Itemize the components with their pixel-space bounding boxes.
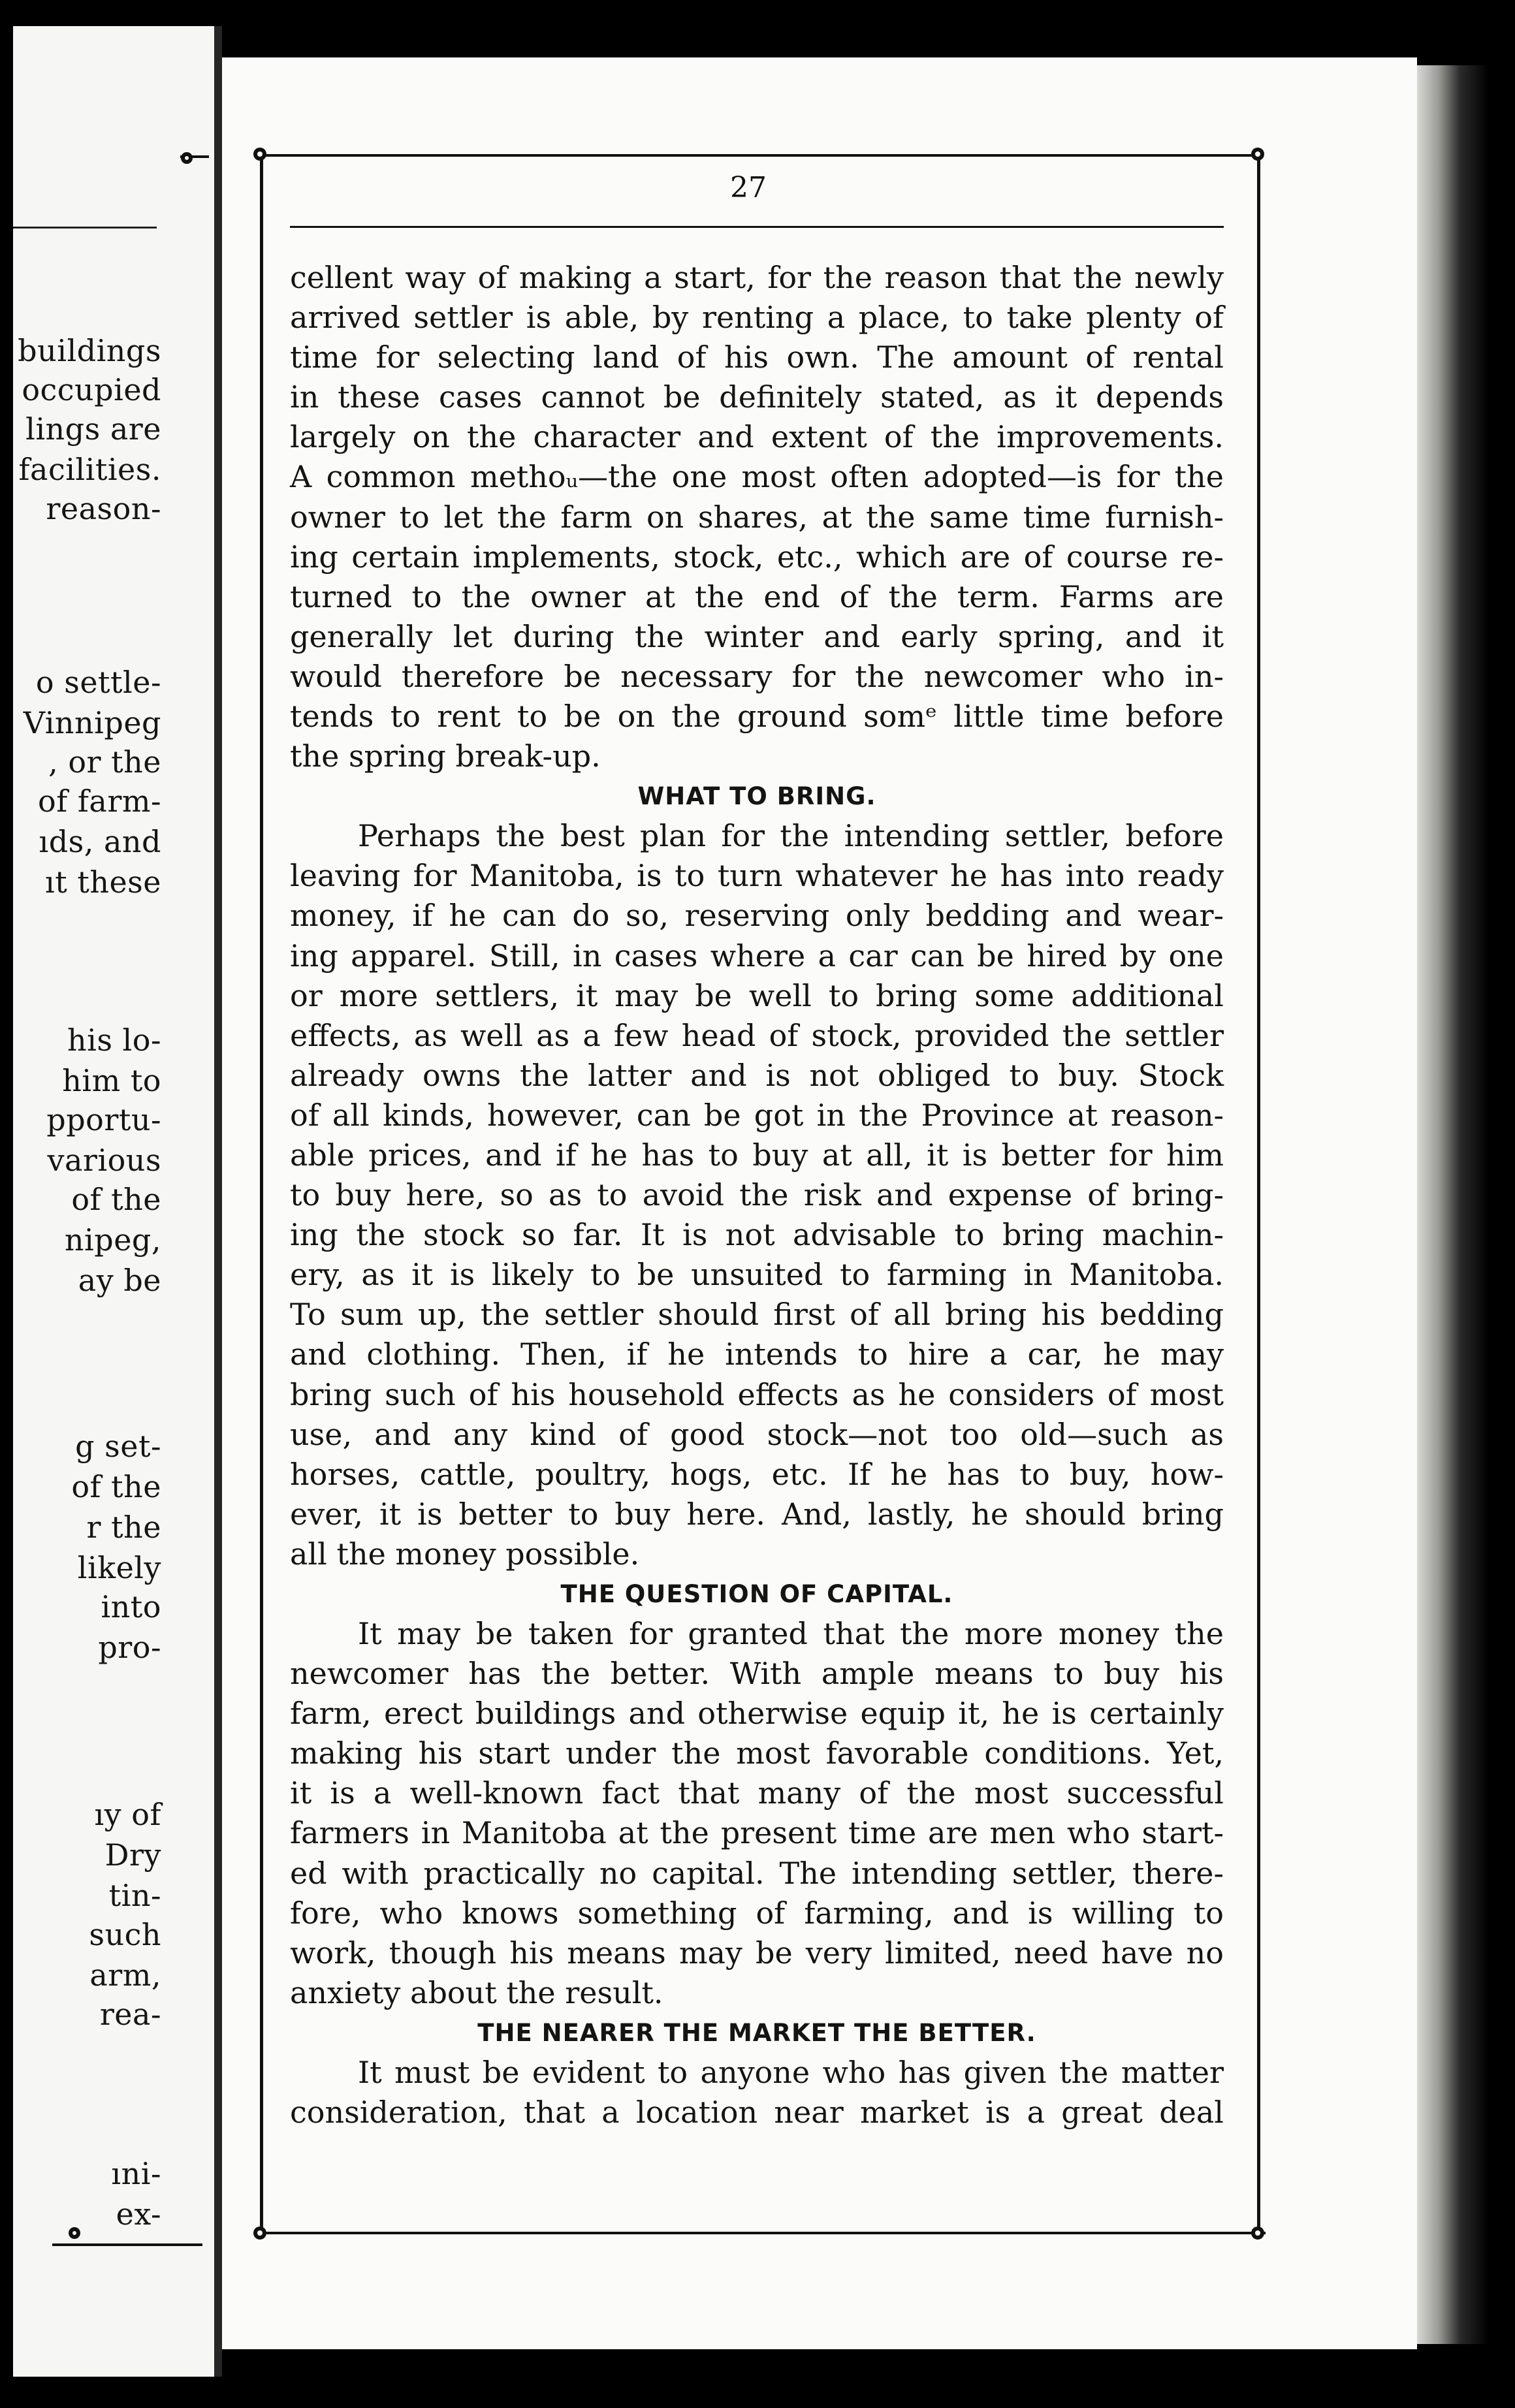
left-fragment: r the [86,1510,161,1545]
text-line: to buy here, so as to avoid the risk and expense of bring- [290,1177,1224,1213]
left-fragment: occupied [22,372,161,407]
left-fragment: of the [71,1469,161,1504]
paragraph-1 [290,258,1224,776]
text-line: use, and any kind of good stock—not too old—such as [290,1416,1224,1452]
left-fragment: pportu- [46,1102,161,1137]
left-fragment: his lo- [67,1022,161,1058]
text-line: ever, it is better to buy here. And, lastly, he should bring [290,1496,1224,1532]
corner-ornament-icon [1249,2224,1267,2242]
text-line: time for selecting land of his own. The amount of rental [290,340,1224,375]
left-fragment: o settle- [35,665,161,700]
page-number: 27 [730,171,767,204]
text-line: It may be taken for granted that the more money the [358,1616,1224,1651]
text-line: farm, erect buildings and otherwise equip it, he is certainly [290,1696,1224,1732]
text-line: farmers in Manitoba at the present time are men who start- [290,1815,1224,1851]
text-line: newcomer has the better. With ample means to buy his [290,1656,1224,1692]
frame-bottom-rule [260,2232,1266,2234]
corner-ornament-icon [65,2224,84,2242]
left-fragment: buildings [18,333,161,368]
left-fragment: , or the [48,744,161,780]
frame-top-rule [260,154,1259,157]
text-line: horses, cattle, poultry, hogs, etc. If he has to buy, how- [290,1456,1224,1492]
text-line: work, though his means may be very limited, need have no [290,1935,1224,1971]
text-line: ing the stock so far. It is not advisable to bring machin- [290,1217,1224,1253]
section-heading: WHAT TO BRING. [637,782,876,811]
text-line: ing certain implements, stock, etc., which are of course re- [290,539,1224,575]
left-fragment: ıt these [45,864,161,900]
text-line: anxiety about the result. [290,1974,663,2010]
page-edge-shadow [1417,65,1489,2344]
text-line: it is a well-known fact that many of the most successful [290,1775,1224,1811]
text-line: or more settlers, it may be well to bring some additional [290,977,1224,1013]
text-line: generally let during the winter and early spring, and it [290,618,1224,654]
text-line: fore, who knows something of farming, and is willing to [290,1895,1224,1931]
text-line: ed with practically no capital. The intending settler, there- [290,1855,1224,1891]
paragraph-4 [290,2053,1224,2132]
left-fragment: ex- [116,2196,161,2232]
left-fragment: likely [77,1550,161,1585]
left-page-bottom-rule [52,2243,202,2246]
text-line: tends to rent to be on the ground somᵉ little time before [290,699,1224,735]
text-line: A common methoᵤ—the one most often adopted—is for the [290,459,1224,495]
left-fragment: various [47,1143,161,1178]
left-fragment: arm, [89,1957,161,1993]
left-fragment: ıni- [111,2156,161,2191]
frame-right-rule [1257,157,1260,2233]
text-line: Perhaps the best plan for the intending settler, before [358,818,1224,854]
left-fragment: reason- [46,491,161,526]
paragraph-3 [290,1614,1224,2013]
left-fragment: him to [62,1063,161,1098]
left-fragment: of the [71,1182,161,1217]
left-fragment: ıy of [94,1797,161,1832]
frame-left-rule [260,157,263,2233]
left-fragment: of farm- [38,784,161,819]
text-line: effects, as well as a few head of stock, provided the settler [290,1017,1224,1053]
left-fragment: g set- [75,1429,161,1464]
left-fragment: tin- [108,1878,161,1913]
corner-ornament-icon [251,145,269,163]
text-line: all the money possible. [290,1536,640,1572]
left-fragment: Dry [104,1837,161,1873]
text-line: would therefore be necessary for the newcomer who in- [290,658,1224,694]
book-spine [214,26,222,2377]
left-fragment: facilities. [18,452,161,487]
left-fragment: ay be [78,1263,161,1298]
text-line: To sum up, the settler should first of all bring his bedding [290,1297,1224,1333]
text-line: largely on the character and extent of the improvements. [290,419,1224,455]
text-line: turned to the owner at the end of the term. Farms are [290,578,1224,614]
text-line: cellent way of making a start, for the reason that the newly [290,260,1224,295]
text-line: and clothing. Then, if he intends to hire a car, he may [290,1337,1224,1372]
text-line: of all kinds, however, can be got in the Province at reason- [290,1097,1224,1133]
left-facing-page [13,26,214,2377]
header-rule [290,226,1224,228]
corner-ornament-icon [178,149,196,167]
text-line: money, if he can do so, reserving only bedding and wear- [290,898,1224,934]
section-heading: THE QUESTION OF CAPITAL. [560,1580,953,1608]
left-fragment: ıds, and [39,824,161,859]
text-line: ery, as it is likely to be unsuited to farming in Manitoba. [290,1257,1224,1293]
left-fragment: pro- [98,1630,161,1665]
page-body [290,258,1224,2132]
text-line: leaving for Manitoba, is to turn whatever he has into ready [290,858,1224,894]
left-fragment: rea- [99,1997,161,2032]
left-fragment: nipeg, [64,1222,161,1258]
corner-ornament-icon [251,2224,269,2242]
text-line: in these cases cannot be definitely stated, as it depends [290,379,1224,415]
text-line: arrived settler is able, by renting a place, to take plenty of [290,300,1224,336]
text-line: ing apparel. Still, in cases where a car can be hired by one [290,938,1224,974]
text-line: the spring break-up. [290,738,601,774]
left-fragment: Vinnipeg [23,705,161,740]
text-line: able prices, and if he has to buy at all, it is better for him [290,1137,1224,1173]
paragraph-2 [290,816,1224,1574]
corner-ornament-icon [1249,145,1267,163]
text-line: bring such of his household effects as he considers of most [290,1376,1224,1412]
section-heading: THE NEARER THE MARKET THE BETTER. [477,2018,1036,2047]
text-line: owner to let the farm on shares, at the same time furnish- [290,499,1224,535]
text-line: It must be evident to anyone who has given the matter [358,2054,1224,2090]
left-fragment: such [89,1917,161,1952]
text-line: consideration, that a location near market is a great deal [290,2095,1224,2131]
text-line: making his start under the most favorable conditions. Yet, [290,1735,1224,1771]
left-fragment: into [101,1589,161,1624]
text-line: already owns the latter and is not obliged to buy. Stock [290,1057,1224,1093]
left-page-rule [13,227,157,229]
left-fragment: lings are [25,411,161,447]
